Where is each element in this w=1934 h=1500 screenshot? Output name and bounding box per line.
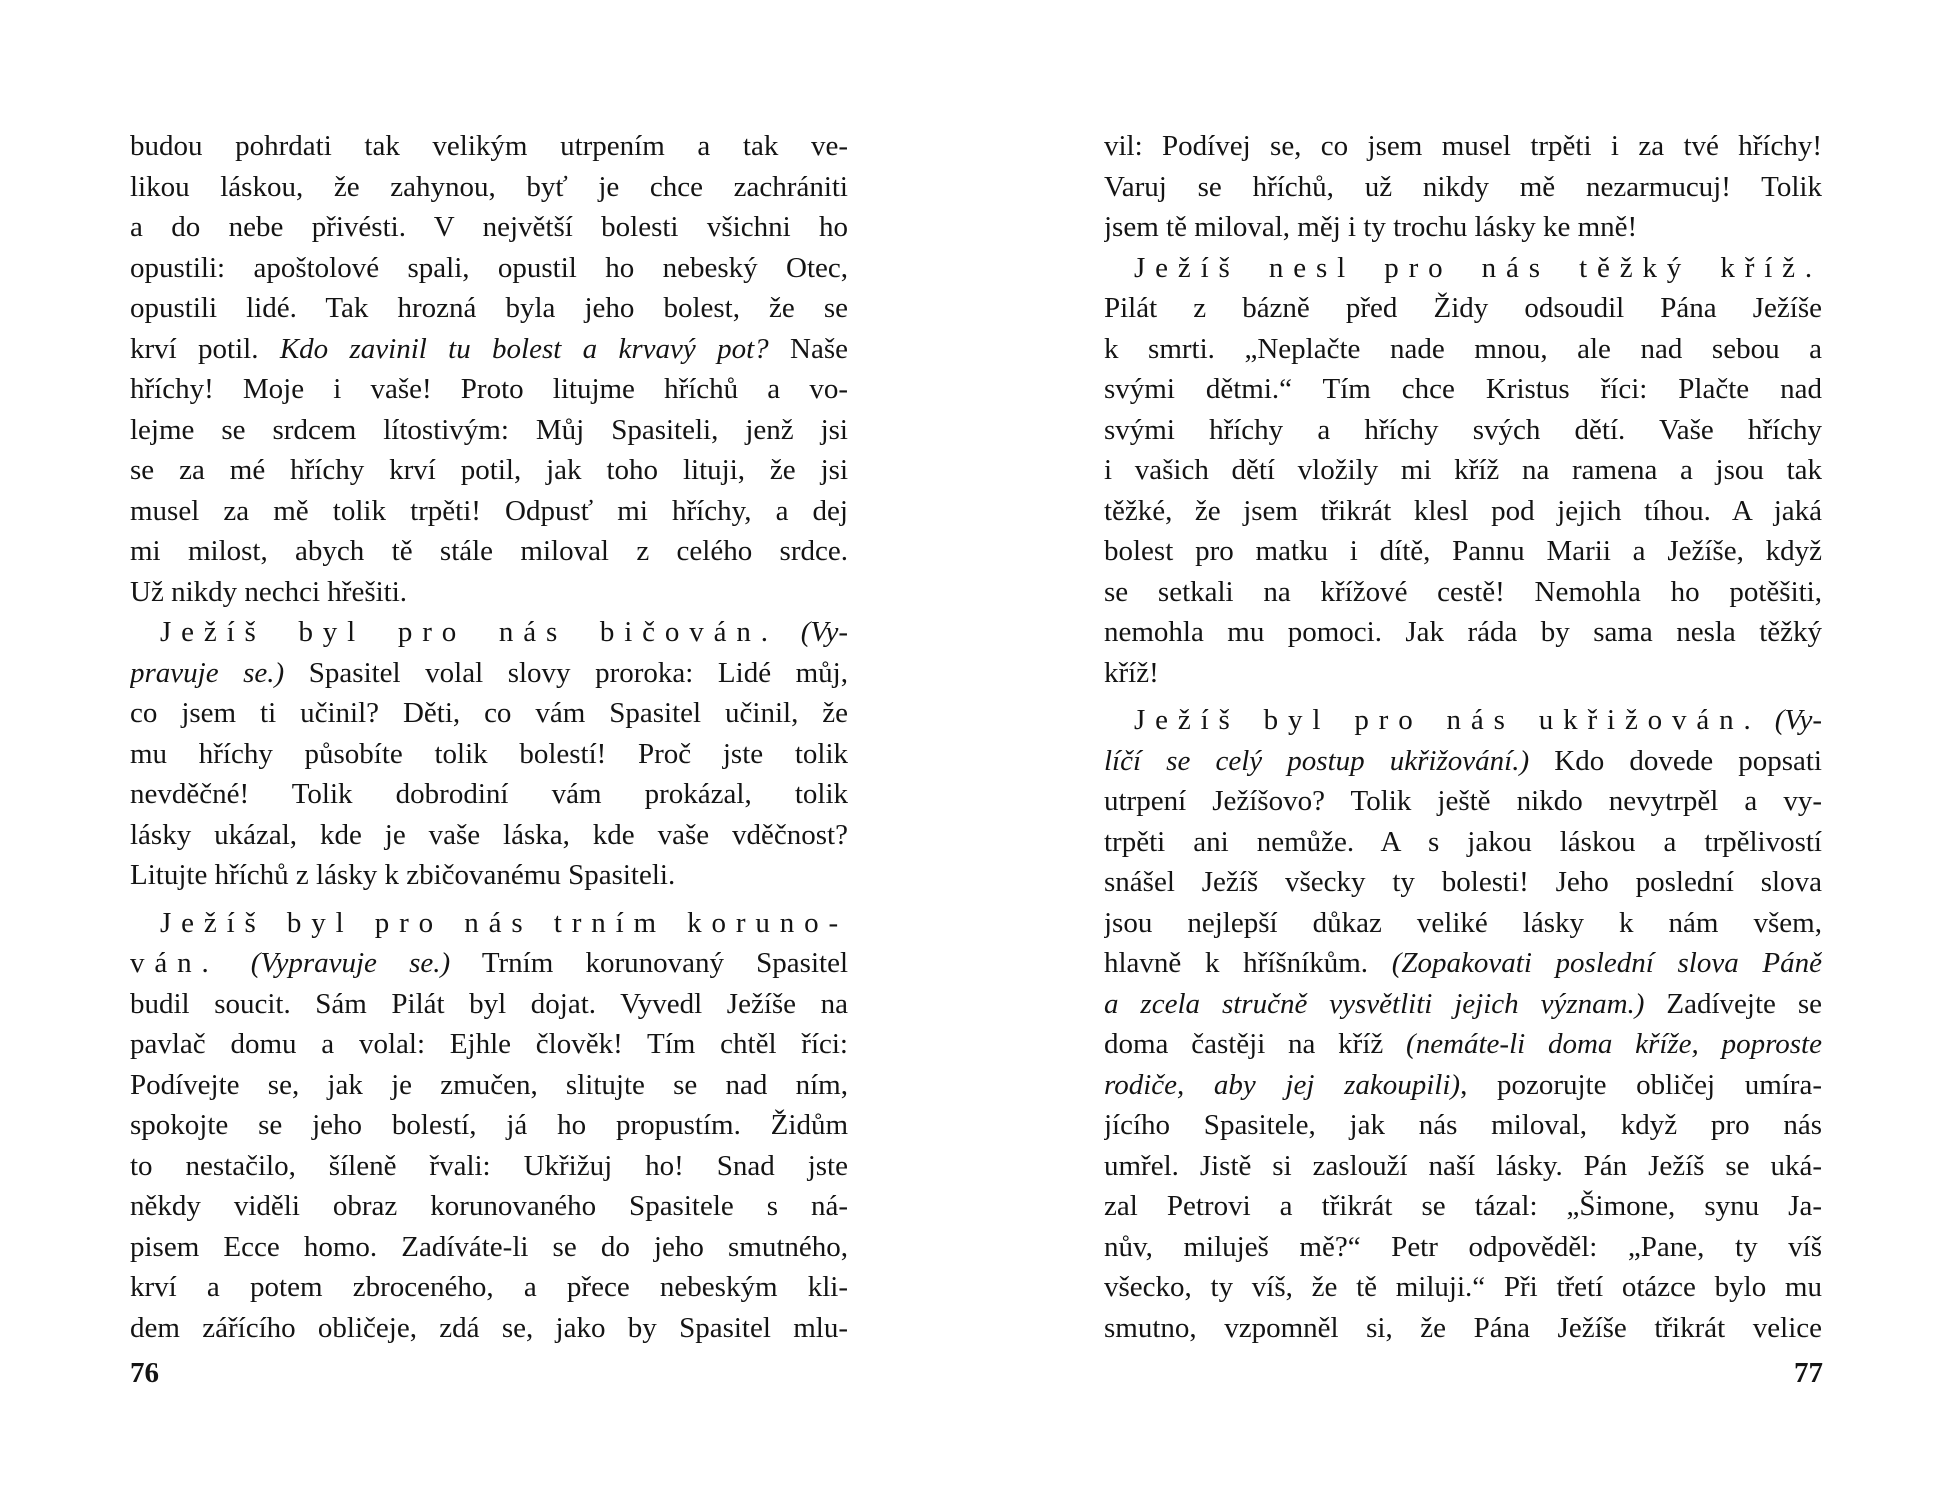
- page-number-right: 77: [1794, 1357, 1823, 1389]
- text-line: nevděčné! Tolik dobrodiní vám prokázal, tolik: [130, 778, 848, 810]
- text-line: i vašich dětí vložily mi kříž na ramena a jsou tak: [1104, 454, 1822, 486]
- text-line: Litujte hříchů z lásky k zbičovanému Spasiteli.: [130, 859, 676, 891]
- text-line: jícího Spasitele, jak nás miloval, když pro nás: [1104, 1109, 1822, 1141]
- text-line: Pilát z bázně před Židy odsoudil Pána Ježíše: [1104, 292, 1822, 324]
- text-line: hříchy! Moje i vaše! Proto litujme hříchů a vo-: [130, 373, 848, 405]
- text-line: budil soucit. Sám Pilát byl dojat. Vyvedl Ježíše na: [130, 987, 848, 1020]
- section-heading-korunovan: Ježíš byl pro nás trním koruno-: [160, 906, 848, 939]
- text-line: trpěti ani nemůže. A s jakou láskou a trpělivostí: [1104, 825, 1822, 858]
- text-line: vil: Podívej se, co jsem musel trpěti i za tvé hříchy!: [1104, 130, 1822, 162]
- text-line: snášel Ježíš všecky ty bolesti! Jeho poslední slova: [1104, 866, 1822, 898]
- text-line: smutno, vzpomněl si, že Pána Ježíše třikrát velice: [1104, 1311, 1822, 1344]
- text-line: lásky ukázal, kde je vaše láska, kde vaše vděčnost?: [130, 818, 848, 851]
- text-line: svými hříchy a hříchy svých dětí. Vaše hříchy: [1104, 413, 1822, 446]
- text-line: všecko, ty víš, že tě miluji.“ Při třetí otázce bylo mu: [1104, 1271, 1822, 1303]
- text-line: k smrti. „Neplačte nade mnou, ale nad sebou a: [1104, 332, 1822, 365]
- text-line: líčí se celý postup ukřižování.) Kdo dovede popsati: [1104, 744, 1822, 777]
- text-line: rodiče, aby jej zakoupili), pozorujte obličej umíra-: [1104, 1068, 1822, 1101]
- text-line: někdy viděli obraz korunovaného Spasitele s ná-: [130, 1190, 848, 1222]
- text-line: těžké, že jsem třikrát klesl pod jejich tíhou. A jaká: [1104, 494, 1822, 527]
- text-line: to nestačilo, šíleně řvali: Ukřižuj ho! Snad jste: [130, 1149, 848, 1182]
- text-line: nemohla mu pomoci. Jak ráda by sama nesla těžký: [1104, 616, 1822, 648]
- text-line: opustili: apoštolové spali, opustil ho nebeský Otec,: [130, 251, 848, 284]
- text-line: krví potil. Kdo zavinil tu bolest a krvavý pot? Naše: [130, 332, 848, 365]
- left-page-body: [130, 126, 848, 1348]
- text-line: nův, miluješ mě?“ Petr odpověděl: „Pane, ty víš: [1104, 1230, 1822, 1263]
- text-line: dem zářícího obličeje, zdá se, jako by Spasitel mlu-: [130, 1311, 848, 1344]
- text-line: a do nebe přivésti. V největší bolesti všichni ho: [130, 211, 848, 243]
- text-line: umřel. Jistě si zaslouží naší lásky. Pán Ježíš se uká-: [1104, 1149, 1822, 1182]
- text-line: co jsem ti učinil? Děti, co vám Spasitel učinil, že: [130, 697, 848, 729]
- text-line: krví a potem zbroceného, a přece nebeským kli-: [130, 1271, 848, 1303]
- text-line: jsem tě miloval, měj i ty trochu lásky ke mně!: [1104, 211, 1638, 243]
- page-number-left: 76: [130, 1357, 159, 1389]
- right-page-body: [1104, 126, 1822, 1348]
- text-line: a zcela stručně vysvětliti jejich význam.) Zadívejte se: [1104, 987, 1822, 1020]
- text-line: se za mé hříchy krví potil, jak toho lituji, že jsi: [130, 454, 848, 486]
- text-line: zal Petrovi a třikrát se tázal: „Šimone, synu Ja-: [1104, 1190, 1822, 1222]
- text-line: jsou nejlepší důkaz veliké lásky k nám všem,: [1104, 906, 1822, 939]
- text-line: Podívejte se, jak je zmučen, slitujte se nad ním,: [130, 1068, 848, 1101]
- text-line: pisem Ecce homo. Zadíváte-li se do jeho smutného,: [130, 1230, 848, 1263]
- text-line: ván. (Vypravuje se.) Trním korunovaný Spasitel: [130, 947, 848, 979]
- text-line: opustili lidé. Tak hrozná byla jeho bolest, že se: [130, 292, 848, 324]
- text-line: se setkali na křížové cestě! Nemohla ho potěšiti,: [1104, 575, 1822, 608]
- text-line: hlavně k hříšníkům. (Zopakovati poslední slova Páně: [1104, 947, 1822, 979]
- text-line: spokojte se jeho bolestí, já ho propustím. Židům: [130, 1109, 848, 1141]
- text-line: musel za mě tolik trpěti! Odpusť mi hříchy, a dej: [130, 494, 848, 527]
- text-line: pravuje se.) Spasitel volal slovy proroka: Lidé můj,: [130, 656, 848, 689]
- section-heading-ukrizovan: Ježíš byl pro nás ukřižován. (Vy-: [1134, 704, 1822, 736]
- italic-question: Kdo zavinil tu bolest a krvavý pot?: [279, 332, 769, 365]
- text-line: likou láskou, že zahynou, byť je chce zachrániti: [130, 170, 848, 203]
- text-line: mi milost, abych tě stále miloval z celého srdce.: [130, 535, 848, 567]
- text-line: doma častěji na kříž (nemáte-li doma kříže, poproste: [1104, 1028, 1822, 1060]
- text-line: pavlač domu a volal: Ejhle člověk! Tím chtěl říci:: [130, 1028, 848, 1060]
- text-line: lejme se srdcem lítostivým: Můj Spasiteli, jenž jsi: [130, 413, 848, 446]
- text-line: mu hříchy působíte tolik bolestí! Proč jste tolik: [130, 737, 848, 770]
- text-line: utrpení Ježíšovo? Tolik ještě nikdo nevytrpěl a vy-: [1104, 785, 1822, 817]
- section-heading-kriz: Ježíš nesl pro nás těžký kříž.: [1134, 251, 1822, 284]
- text-line: svými dětmi.“ Tím chce Kristus říci: Plačte nad: [1104, 373, 1822, 405]
- text-line: bolest pro matku i dítě, Pannu Marii a Ježíše, když: [1104, 535, 1822, 567]
- text-line: Varuj se hříchů, už nikdy mě nezarmucuj! Tolik: [1104, 170, 1822, 203]
- text-line: kříž!: [1104, 656, 1159, 689]
- text-line: Už nikdy nechci hřešiti.: [130, 575, 408, 608]
- section-heading-bicovan: Ježíš byl pro nás bičován. (Vy-: [160, 616, 848, 648]
- text-line: budou pohrdati tak velikým utrpením a tak ve-: [130, 130, 848, 162]
